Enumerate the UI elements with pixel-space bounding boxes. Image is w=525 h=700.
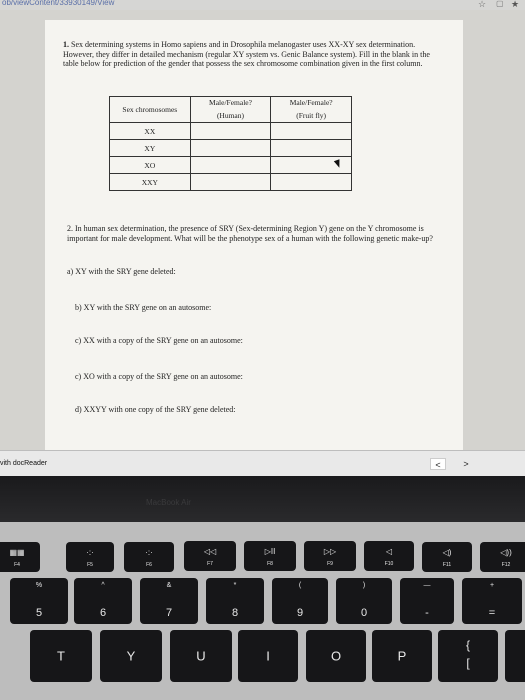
fly-answer-cell[interactable] [271,140,352,157]
document-page [45,20,463,460]
human-answer-cell[interactable] [190,123,271,140]
table-row [110,140,352,157]
row-chromosome: XX [110,123,191,140]
table-row [110,123,352,140]
human-answer-cell[interactable] [190,157,271,174]
table-header-row [110,97,352,109]
key-o[interactable]: O [306,630,366,682]
f6-key[interactable]: ·:· F6 [124,542,174,572]
row-chromosome: XO [110,157,191,174]
header-human-bottom: (Human) [190,109,271,123]
key-5[interactable]: % 5 [10,578,68,624]
key-equals[interactable]: + = [462,578,522,624]
key-left-bracket[interactable]: { [ [438,630,498,682]
header-fly-top: Male/Female? [271,97,352,109]
f9-key[interactable]: ▷▷ F9 [304,541,356,571]
previous-page-button[interactable]: < [430,458,446,470]
human-answer-cell[interactable] [190,174,271,191]
f11-key[interactable]: ◁) F11 [422,542,472,572]
key-0[interactable]: ) 0 [336,578,392,624]
doc-reader-bar [0,450,525,476]
browser-toolbar [0,0,525,10]
question-1-number: 1. [63,40,69,49]
key-7[interactable]: & 7 [140,578,198,624]
f8-key[interactable]: ▷II F8 [244,541,296,571]
f12-key[interactable]: ◁)) F12 [480,542,525,572]
puzzle-icon[interactable]: ▢ [496,0,504,8]
question-2-text: 2. In human sex determination, the presence of SRY (Sex-determining Region Y) gene on the Y chromosome is important for male development. What will be the phenotype sex of a human with the following genetic make-up? [67,224,433,243]
address-bar-url[interactable]: ob/viewContent/33930149/View [2,0,115,7]
key-8[interactable]: * 8 [206,578,264,624]
question-1-text: Sex determining systems in Homo sapiens and in Drosophila melanogaster uses XX-XY sex determination. However, they differ in detailed mechanism (regular XY system vs. Genic Balance system). Fill in the blank in the table below for prediction of the gender that possess the sex chromosome combination given in the first column. [63,40,430,68]
question-2e: d) XXYY with one copy of the SRY gene deleted: [75,405,236,414]
header-sex-chromosomes: Sex chromosomes [110,97,191,123]
key-6[interactable]: ^ 6 [74,578,132,624]
table-row [110,174,352,191]
key-right-bracket[interactable] [505,630,525,682]
shield-icon[interactable]: ★ [511,0,520,9]
question-2d: c) XO with a copy of the SRY gene on an autosome: [75,372,243,381]
next-page-button[interactable]: > [463,459,469,469]
key-t[interactable]: T [30,630,92,682]
fly-answer-cell[interactable] [271,123,352,140]
key-9[interactable]: ( 9 [272,578,328,624]
f5-key[interactable]: ·:· F5 [66,542,114,572]
sex-determination-table [109,96,352,191]
key-minus[interactable]: — - [400,578,454,624]
header-fly-bottom: (Fruit fly) [271,109,352,123]
key-y[interactable]: Y [100,630,162,682]
star-icon[interactable]: ☆ [478,0,487,9]
question-2a: a) XY with the SRY gene deleted: [67,267,176,276]
f4-key[interactable]: ▦▦ F4 [0,542,40,572]
f7-key[interactable]: ◁◁ F7 [184,541,236,571]
header-human-top: Male/Female? [190,97,271,109]
fly-answer-cell[interactable] [271,174,352,191]
document-viewport[interactable] [0,10,525,450]
key-p[interactable]: P [372,630,432,682]
doc-reader-label: vith docReader [0,460,48,467]
human-answer-cell[interactable] [190,140,271,157]
keyboard [0,522,525,700]
row-chromosome: XY [110,140,191,157]
row-chromosome: XXY [110,174,191,191]
brand-label: MacBook Air [146,498,191,507]
key-i[interactable]: I [238,630,298,682]
question-1 [63,40,443,69]
laptop-bezel [0,476,525,522]
f10-key[interactable]: ◁ F10 [364,541,414,571]
table-row [110,157,352,174]
question-2c: c) XX with a copy of the SRY gene on an autosome: [75,336,243,345]
key-u[interactable]: U [170,630,232,682]
question-2b: b) XY with the SRY gene on an autosome: [75,303,212,312]
